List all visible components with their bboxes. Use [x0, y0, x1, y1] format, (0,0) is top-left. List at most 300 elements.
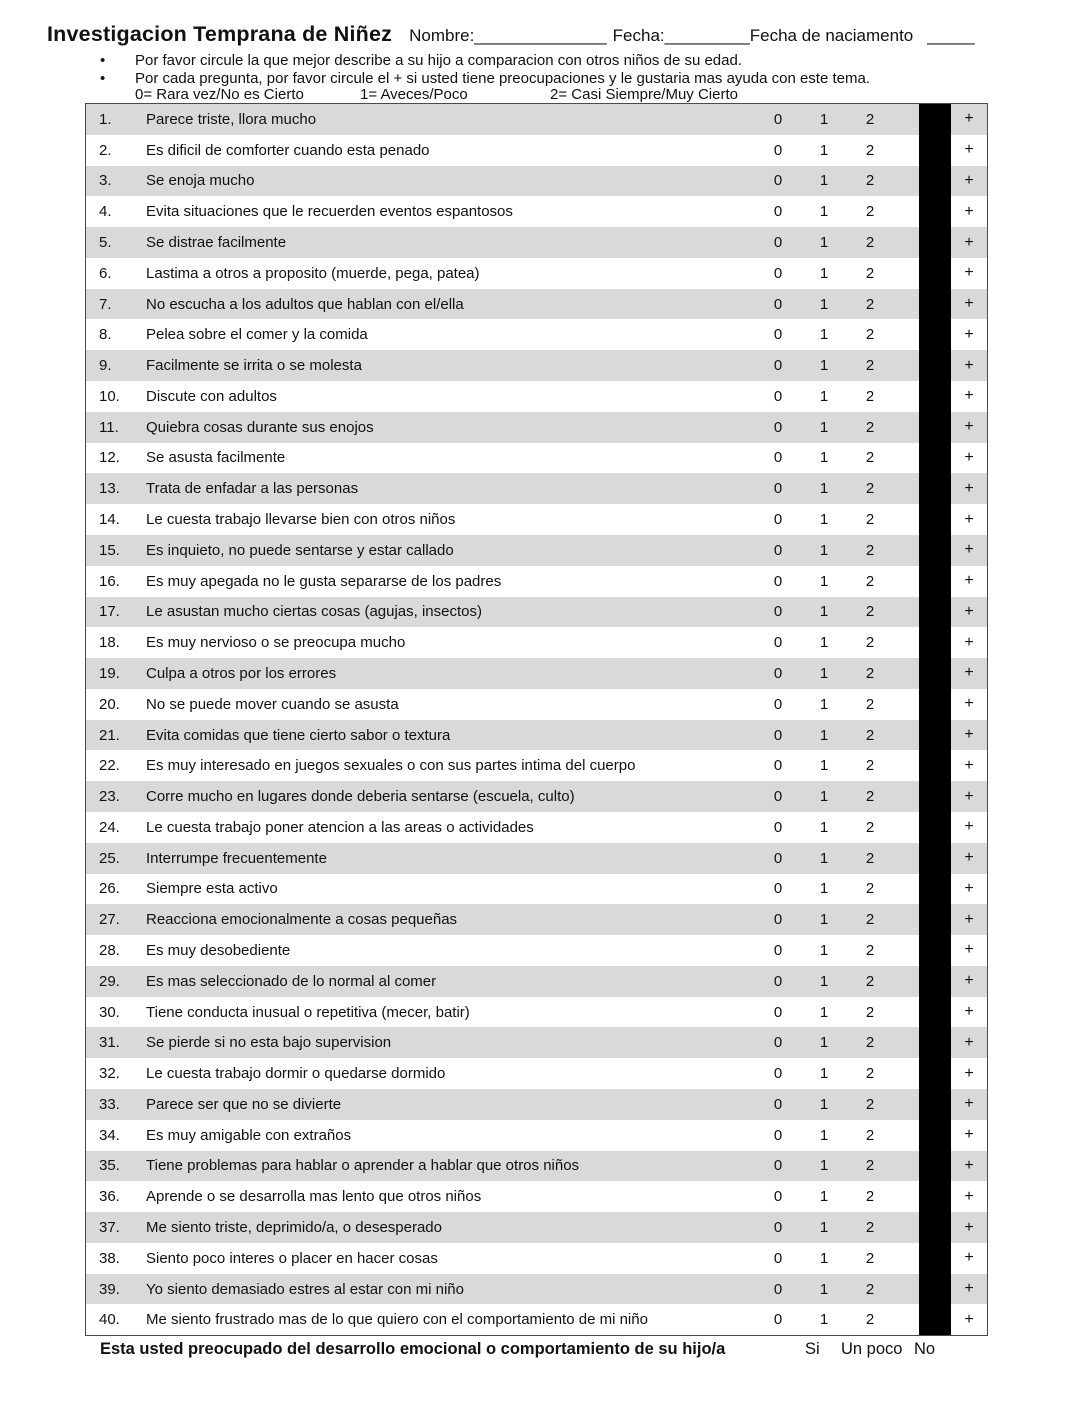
score-option-0[interactable]: 0: [773, 911, 783, 929]
score-option-2[interactable]: 2: [865, 664, 875, 682]
divider-bar: [919, 658, 951, 689]
concern-plus-option[interactable]: +: [964, 171, 974, 189]
concern-plus-option[interactable]: +: [964, 387, 974, 405]
score-option-1[interactable]: 1: [819, 387, 829, 405]
question-text: Le cuesta trabajo llevarse bien con otros niños: [146, 511, 456, 529]
score-option-1[interactable]: 1: [819, 1280, 829, 1298]
score-option-1[interactable]: 1: [819, 572, 829, 590]
score-option-0[interactable]: 0: [773, 295, 783, 313]
question-number: 12.: [99, 449, 120, 467]
row-filler: [893, 412, 919, 443]
question-text: Reacciona emocionalmente a cosas pequeñas: [146, 911, 458, 929]
score-option-0[interactable]: 0: [773, 141, 783, 159]
concern-plus-option[interactable]: +: [964, 202, 974, 220]
score-option-1[interactable]: 1: [819, 172, 829, 190]
question-text: Es muy amigable con extraños: [146, 1126, 352, 1144]
question-number: 39.: [99, 1280, 120, 1298]
row-filler: [893, 196, 919, 227]
question-row: [86, 258, 987, 289]
concern-plus-option[interactable]: +: [964, 295, 974, 313]
score-option-0[interactable]: 0: [773, 511, 783, 529]
row-filler: [893, 319, 919, 350]
score-option-0[interactable]: 0: [773, 357, 783, 375]
row-filler: [893, 1120, 919, 1151]
question-text: Es muy apegada no le gusta separarse de los padres: [146, 572, 502, 590]
score-option-0[interactable]: 0: [773, 203, 783, 221]
divider-bar: [919, 443, 951, 474]
score-option-0[interactable]: 0: [773, 418, 783, 436]
score-option-2[interactable]: 2: [865, 1095, 875, 1113]
question-number: 18.: [99, 634, 120, 652]
score-option-1[interactable]: 1: [819, 1157, 829, 1175]
score-option-1[interactable]: 1: [819, 480, 829, 498]
concern-plus-option[interactable]: +: [964, 418, 974, 436]
row-filler: [893, 750, 919, 781]
score-option-1[interactable]: 1: [819, 203, 829, 221]
question-text: No escucha a los adultos que hablan con el/ella: [146, 295, 464, 313]
legend-casi-siempre: 2= Casi Siempre/Muy Cierto: [550, 86, 738, 103]
question-text: Interrumpe frecuentemente: [146, 849, 327, 867]
score-option-2[interactable]: 2: [865, 818, 875, 836]
score-option-0[interactable]: 0: [773, 480, 783, 498]
row-filler: [893, 1304, 919, 1335]
score-option-2[interactable]: 2: [865, 880, 875, 898]
score-option-0[interactable]: 0: [773, 541, 783, 559]
concern-plus-option[interactable]: +: [964, 633, 974, 651]
score-option-1[interactable]: 1: [819, 541, 829, 559]
concern-plus-option[interactable]: +: [964, 818, 974, 836]
score-option-1[interactable]: 1: [819, 1188, 829, 1206]
score-option-1[interactable]: 1: [819, 911, 829, 929]
score-option-2[interactable]: 2: [865, 234, 875, 252]
concern-plus-option[interactable]: +: [964, 941, 974, 959]
score-option-1[interactable]: 1: [819, 757, 829, 775]
score-option-0[interactable]: 0: [773, 1188, 783, 1206]
score-option-0[interactable]: 0: [773, 1249, 783, 1267]
score-option-2[interactable]: 2: [865, 357, 875, 375]
question-text: Se asusta facilmente: [146, 449, 286, 467]
score-option-2[interactable]: 2: [865, 1065, 875, 1083]
score-option-1[interactable]: 1: [819, 664, 829, 682]
row-filler: [893, 166, 919, 197]
score-option-0[interactable]: 0: [773, 634, 783, 652]
concern-plus-option[interactable]: +: [964, 695, 974, 713]
score-option-0[interactable]: 0: [773, 1003, 783, 1021]
divider-bar: [919, 935, 951, 966]
score-option-0[interactable]: 0: [773, 110, 783, 128]
row-filler: [893, 904, 919, 935]
score-legend: [0, 86, 1088, 104]
divider-bar: [919, 1058, 951, 1089]
row-filler: [893, 535, 919, 566]
row-filler: [893, 781, 919, 812]
score-option-1[interactable]: 1: [819, 264, 829, 282]
score-option-0[interactable]: 0: [773, 972, 783, 990]
score-option-0[interactable]: 0: [773, 449, 783, 467]
score-option-1[interactable]: 1: [819, 1034, 829, 1052]
question-text: Evita comidas que tiene cierto sabor o textura: [146, 726, 451, 744]
score-option-2[interactable]: 2: [865, 972, 875, 990]
divider-bar: [919, 597, 951, 628]
question-number: 33.: [99, 1095, 120, 1113]
question-text: Tiene problemas para hablar o aprender a hablar que otros niños: [146, 1157, 580, 1175]
divider-bar: [919, 750, 951, 781]
question-row: [86, 289, 987, 320]
row-filler: [893, 689, 919, 720]
score-option-1[interactable]: 1: [819, 449, 829, 467]
question-text: Parece triste, llora mucho: [146, 110, 317, 128]
question-row: [86, 874, 987, 905]
question-row: [86, 473, 987, 504]
question-text: Se enoja mucho: [146, 172, 255, 190]
question-number: 26.: [99, 880, 120, 898]
divider-bar: [919, 843, 951, 874]
score-option-2[interactable]: 2: [865, 788, 875, 806]
question-text: Yo siento demasiado estres al estar con mi niño: [146, 1280, 464, 1298]
concern-plus-option[interactable]: +: [964, 972, 974, 990]
score-option-1[interactable]: 1: [819, 141, 829, 159]
footer-line: [0, 1340, 1088, 1362]
divider-bar: [919, 412, 951, 443]
score-option-0[interactable]: 0: [773, 1095, 783, 1113]
question-text: Siempre esta activo: [146, 880, 278, 898]
row-filler: [893, 1274, 919, 1305]
row-filler: [893, 1151, 919, 1182]
score-option-0[interactable]: 0: [773, 941, 783, 959]
score-option-1[interactable]: 1: [819, 1219, 829, 1237]
score-option-0[interactable]: 0: [773, 572, 783, 590]
concern-plus-option[interactable]: +: [964, 541, 974, 559]
concern-plus-option[interactable]: +: [964, 1095, 974, 1113]
score-option-2[interactable]: 2: [865, 572, 875, 590]
concern-plus-option[interactable]: +: [964, 1064, 974, 1082]
questions-table: [85, 103, 988, 1336]
question-text: Quiebra cosas durante sus enojos: [146, 418, 374, 436]
question-text: Evita situaciones que le recuerden eventos espantosos: [146, 203, 513, 221]
divider-bar: [919, 1274, 951, 1305]
score-option-2[interactable]: 2: [865, 541, 875, 559]
concern-plus-option[interactable]: +: [964, 602, 974, 620]
score-option-1[interactable]: 1: [819, 1249, 829, 1267]
score-option-0[interactable]: 0: [773, 387, 783, 405]
question-number: 4.: [99, 203, 112, 221]
question-text: No se puede mover cuando se asusta: [146, 695, 399, 713]
divider-bar: [919, 781, 951, 812]
score-option-0[interactable]: 0: [773, 726, 783, 744]
divider-bar: [919, 627, 951, 658]
score-option-2[interactable]: 2: [865, 603, 875, 621]
concern-plus-option[interactable]: +: [964, 233, 974, 251]
question-text: Se pierde si no esta bajo supervision: [146, 1034, 392, 1052]
concern-plus-option[interactable]: +: [964, 849, 974, 867]
score-option-1[interactable]: 1: [819, 941, 829, 959]
question-number: 13.: [99, 480, 120, 498]
question-text: Es muy nervioso o se preocupa mucho: [146, 634, 406, 652]
score-option-2[interactable]: 2: [865, 141, 875, 159]
row-filler: [893, 504, 919, 535]
divider-bar: [919, 1243, 951, 1274]
question-number: 19.: [99, 664, 120, 682]
score-option-1[interactable]: 1: [819, 1095, 829, 1113]
score-option-1[interactable]: 1: [819, 511, 829, 529]
score-option-2[interactable]: 2: [865, 418, 875, 436]
score-option-2[interactable]: 2: [865, 726, 875, 744]
divider-bar: [919, 1304, 951, 1335]
score-option-2[interactable]: 2: [865, 941, 875, 959]
score-option-0[interactable]: 0: [773, 664, 783, 682]
divider-bar: [919, 812, 951, 843]
score-option-0[interactable]: 0: [773, 757, 783, 775]
date-label: Fecha:: [612, 26, 665, 45]
question-number: 34.: [99, 1126, 120, 1144]
score-option-0[interactable]: 0: [773, 1157, 783, 1175]
score-option-2[interactable]: 2: [865, 449, 875, 467]
question-text: Trata de enfadar a las personas: [146, 480, 359, 498]
question-number: 20.: [99, 695, 120, 713]
question-number: 25.: [99, 849, 120, 867]
concern-plus-option[interactable]: +: [964, 141, 974, 159]
question-text: Me siento triste, deprimido/a, o desesperado: [146, 1219, 442, 1237]
score-option-1[interactable]: 1: [819, 849, 829, 867]
birthdate-blank-field[interactable]: _____: [927, 26, 975, 45]
score-option-0[interactable]: 0: [773, 849, 783, 867]
question-number: 17.: [99, 603, 120, 621]
divider-bar: [919, 1151, 951, 1182]
question-number: 10.: [99, 387, 120, 405]
question-number: 11.: [99, 418, 119, 436]
concern-plus-option[interactable]: +: [964, 756, 974, 774]
score-option-0[interactable]: 0: [773, 818, 783, 836]
score-option-2[interactable]: 2: [865, 695, 875, 713]
concern-plus-option[interactable]: +: [964, 264, 974, 282]
score-option-1[interactable]: 1: [819, 695, 829, 713]
divider-bar: [919, 196, 951, 227]
score-option-0[interactable]: 0: [773, 603, 783, 621]
question-number: 24.: [99, 818, 120, 836]
question-number: 6.: [99, 264, 112, 282]
score-option-2[interactable]: 2: [865, 757, 875, 775]
score-option-0[interactable]: 0: [773, 326, 783, 344]
score-option-0[interactable]: 0: [773, 880, 783, 898]
question-text: Es muy desobediente: [146, 941, 291, 959]
score-option-2[interactable]: 2: [865, 634, 875, 652]
row-filler: [893, 1027, 919, 1058]
concern-option-no[interactable]: No: [914, 1340, 936, 1358]
concern-plus-option[interactable]: +: [964, 1280, 974, 1298]
divider-bar: [919, 997, 951, 1028]
instruction-text-2: Por cada pregunta, por favor circule el + si usted tiene preocupaciones y le gustaria mas ayuda con este tema.: [135, 70, 870, 87]
concern-plus-option[interactable]: +: [964, 1156, 974, 1174]
concern-plus-option[interactable]: +: [964, 664, 974, 682]
score-option-2[interactable]: 2: [865, 480, 875, 498]
question-row: [86, 412, 987, 443]
question-row: [86, 781, 987, 812]
score-option-0[interactable]: 0: [773, 1219, 783, 1237]
score-option-2[interactable]: 2: [865, 911, 875, 929]
score-option-1[interactable]: 1: [819, 1003, 829, 1021]
score-option-1[interactable]: 1: [819, 1065, 829, 1083]
question-text: Le asustan mucho ciertas cosas (agujas, insectos): [146, 603, 482, 621]
score-option-0[interactable]: 0: [773, 788, 783, 806]
bullet-icon: •: [100, 70, 106, 87]
question-number: 21.: [99, 726, 120, 744]
concern-plus-option[interactable]: +: [964, 787, 974, 805]
score-option-2[interactable]: 2: [865, 264, 875, 282]
divider-bar: [919, 350, 951, 381]
name-blank-field[interactable]: ______________: [474, 26, 607, 45]
question-row: [86, 720, 987, 751]
concern-plus-option[interactable]: +: [964, 448, 974, 466]
divider-bar: [919, 504, 951, 535]
concern-plus-option[interactable]: +: [964, 572, 974, 590]
score-option-0[interactable]: 0: [773, 1065, 783, 1083]
score-option-1[interactable]: 1: [819, 972, 829, 990]
score-option-2[interactable]: 2: [865, 295, 875, 313]
score-option-2[interactable]: 2: [865, 387, 875, 405]
question-text: Le cuesta trabajo poner atencion a las areas o actividades: [146, 818, 534, 836]
score-option-1[interactable]: 1: [819, 788, 829, 806]
score-option-2[interactable]: 2: [865, 326, 875, 344]
divider-bar: [919, 1120, 951, 1151]
score-option-1[interactable]: 1: [819, 1126, 829, 1144]
score-option-1[interactable]: 1: [819, 1311, 829, 1329]
question-row: [86, 812, 987, 843]
question-row: [86, 1027, 987, 1058]
question-number: 32.: [99, 1065, 120, 1083]
concern-option-un-poco[interactable]: Un poco: [841, 1340, 903, 1358]
score-option-0[interactable]: 0: [773, 264, 783, 282]
row-filler: [893, 966, 919, 997]
score-option-1[interactable]: 1: [819, 603, 829, 621]
concern-plus-option[interactable]: +: [964, 1003, 974, 1021]
question-row: [86, 196, 987, 227]
concern-plus-option[interactable]: +: [964, 1187, 974, 1205]
concern-plus-option[interactable]: +: [964, 356, 974, 374]
score-option-2[interactable]: 2: [865, 849, 875, 867]
concern-option-si[interactable]: Si: [805, 1340, 820, 1358]
divider-bar: [919, 258, 951, 289]
concern-plus-option[interactable]: +: [964, 1126, 974, 1144]
concern-plus-option[interactable]: +: [964, 726, 974, 744]
divider-bar: [919, 1089, 951, 1120]
concern-plus-option[interactable]: +: [964, 1310, 974, 1328]
question-row: [86, 227, 987, 258]
concern-plus-option[interactable]: +: [964, 325, 974, 343]
score-option-2[interactable]: 2: [865, 1219, 875, 1237]
question-text: Pelea sobre el comer y la comida: [146, 326, 368, 344]
score-option-2[interactable]: 2: [865, 1188, 875, 1206]
question-row: [86, 319, 987, 350]
score-option-2[interactable]: 2: [865, 1003, 875, 1021]
score-option-1[interactable]: 1: [819, 357, 829, 375]
concern-plus-option[interactable]: +: [964, 510, 974, 528]
score-option-1[interactable]: 1: [819, 726, 829, 744]
question-text: Es dificil de comforter cuando esta penado: [146, 141, 430, 159]
score-option-2[interactable]: 2: [865, 511, 875, 529]
question-row: [86, 597, 987, 628]
row-filler: [893, 135, 919, 166]
question-row: [86, 935, 987, 966]
question-row: [86, 1181, 987, 1212]
question-text: Corre mucho en lugares donde deberia sentarse (escuela, culto): [146, 788, 575, 806]
question-row: [86, 1243, 987, 1274]
concern-plus-option[interactable]: +: [964, 879, 974, 897]
score-option-0[interactable]: 0: [773, 172, 783, 190]
question-row: [86, 1120, 987, 1151]
score-option-1[interactable]: 1: [819, 326, 829, 344]
question-row: [86, 966, 987, 997]
score-option-1[interactable]: 1: [819, 634, 829, 652]
row-filler: [893, 1058, 919, 1089]
score-option-2[interactable]: 2: [865, 1157, 875, 1175]
score-option-0[interactable]: 0: [773, 1126, 783, 1144]
row-filler: [893, 258, 919, 289]
question-number: 22.: [99, 757, 120, 775]
score-option-1[interactable]: 1: [819, 880, 829, 898]
score-option-0[interactable]: 0: [773, 1034, 783, 1052]
score-option-0[interactable]: 0: [773, 1311, 783, 1329]
question-number: 38.: [99, 1249, 120, 1267]
question-row: [86, 1089, 987, 1120]
question-number: 35.: [99, 1157, 120, 1175]
concern-plus-option[interactable]: +: [964, 110, 974, 128]
score-option-2[interactable]: 2: [865, 203, 875, 221]
concern-plus-option[interactable]: +: [964, 910, 974, 928]
row-filler: [893, 104, 919, 135]
score-option-1[interactable]: 1: [819, 234, 829, 252]
score-option-1[interactable]: 1: [819, 418, 829, 436]
score-option-2[interactable]: 2: [865, 1034, 875, 1052]
row-filler: [893, 350, 919, 381]
score-option-2[interactable]: 2: [865, 1311, 875, 1329]
divider-bar: [919, 227, 951, 258]
score-option-0[interactable]: 0: [773, 695, 783, 713]
divider-bar: [919, 473, 951, 504]
score-option-2[interactable]: 2: [865, 1126, 875, 1144]
question-number: 14.: [99, 511, 120, 529]
score-option-1[interactable]: 1: [819, 110, 829, 128]
bullet-icon: •: [100, 52, 106, 69]
divider-bar: [919, 319, 951, 350]
score-option-2[interactable]: 2: [865, 110, 875, 128]
divider-bar: [919, 135, 951, 166]
score-option-2[interactable]: 2: [865, 172, 875, 190]
concern-plus-option[interactable]: +: [964, 479, 974, 497]
question-number: 31.: [99, 1034, 120, 1052]
question-text: Lastima a otros a proposito (muerde, pega, patea): [146, 264, 480, 282]
score-option-0[interactable]: 0: [773, 234, 783, 252]
score-option-2[interactable]: 2: [865, 1280, 875, 1298]
score-option-2[interactable]: 2: [865, 1249, 875, 1267]
score-option-0[interactable]: 0: [773, 1280, 783, 1298]
question-row: [86, 904, 987, 935]
birthdate-label: Fecha de naciamento: [749, 26, 914, 45]
row-filler: [893, 812, 919, 843]
score-option-1[interactable]: 1: [819, 295, 829, 313]
question-row: [86, 750, 987, 781]
concern-plus-option[interactable]: +: [964, 1249, 974, 1267]
question-row: [86, 689, 987, 720]
date-blank-field[interactable]: _________: [664, 26, 750, 45]
question-row: [86, 997, 987, 1028]
question-number: 1.: [99, 110, 112, 128]
concern-plus-option[interactable]: +: [964, 1033, 974, 1051]
concern-plus-option[interactable]: +: [964, 1218, 974, 1236]
question-row: [86, 1274, 987, 1305]
question-number: 37.: [99, 1219, 120, 1237]
score-option-1[interactable]: 1: [819, 818, 829, 836]
question-row: [86, 135, 987, 166]
